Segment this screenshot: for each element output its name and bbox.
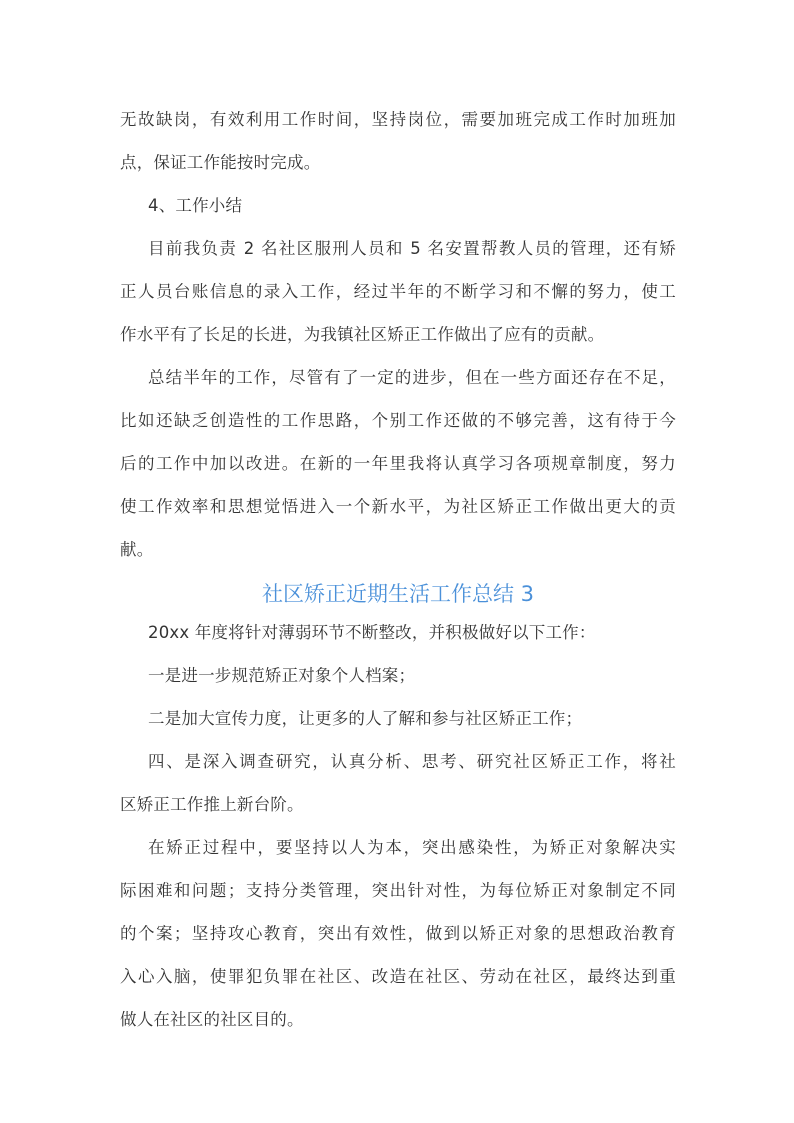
- paragraph: [120, 697, 676, 740]
- text-line: 总结半年的工作，尽管有了一定的进步，但在一些方面还存在不足，: [148, 368, 676, 387]
- document-body: [120, 98, 676, 1041]
- text-line: 作水平有了长足的长进，为我镇社区矫正工作做出了应有的贡献。: [120, 325, 605, 344]
- text-line: 的个案；坚持攻心教育，突出有效性，做到以矫正对象的思想政治教育: [120, 924, 676, 943]
- paragraph: [120, 98, 676, 184]
- paragraph: [120, 356, 676, 571]
- text-line: 20xx 年度将针对薄弱环节不断整改，并积极做好以下工作：: [148, 623, 596, 642]
- text-line: 四、是深入调查研究，认真分析、思考、研究社区矫正工作，将社: [148, 752, 676, 771]
- paragraph: [120, 826, 676, 1041]
- text-line: 正人员台账信息的录入工作，经过半年的不断学习和不懈的努力，使工: [120, 282, 676, 301]
- text-line: 际困难和问题；支持分类管理，突出针对性，为每位矫正对象制定不同: [120, 881, 676, 900]
- text-line: 献。: [120, 540, 154, 559]
- paragraph: [120, 740, 676, 826]
- text-line: 一是进一步规范矫正对象个人档案；: [148, 666, 416, 685]
- paragraph: [120, 227, 676, 356]
- paragraph: [120, 611, 676, 654]
- paragraph: [120, 654, 676, 697]
- text-line: 在矫正过程中，要坚持以人为本，突出感染性，为矫正对象解决实: [148, 838, 676, 857]
- text-line: 点，保证工作能按时完成。: [120, 153, 321, 172]
- text-line: 无故缺岗，有效利用工作时间，坚持岗位，需要加班完成工作时加班加: [120, 110, 676, 129]
- paragraph: [120, 184, 676, 227]
- text-line: 入心入脑，使罪犯负罪在社区、改造在社区、劳动在社区，最终达到重: [120, 967, 676, 986]
- text-line: 使工作效率和思想觉悟进入一个新水平，为社区矫正工作做出更大的贡: [120, 497, 676, 516]
- text-line: 目前我负责 2 名社区服刑人员和 5 名安置帮教人员的管理，还有矫: [148, 239, 676, 258]
- section-subtitle: 4、工作小结: [148, 196, 243, 215]
- text-line: 后的工作中加以改进。在新的一年里我将认真学习各项规章制度，努力: [120, 454, 676, 473]
- text-line: 二是加大宣传力度，让更多的人了解和参与社区矫正工作；: [148, 709, 583, 728]
- section-heading: 社区矫正近期生活工作总结 3: [261, 582, 535, 606]
- text-line: 做人在社区的社区目的。: [120, 1010, 304, 1029]
- text-line: 比如还缺乏创造性的工作思路，个别工作还做的不够完善，这有待于今: [120, 411, 676, 430]
- text-line: 区矫正工作推上新台阶。: [120, 795, 304, 814]
